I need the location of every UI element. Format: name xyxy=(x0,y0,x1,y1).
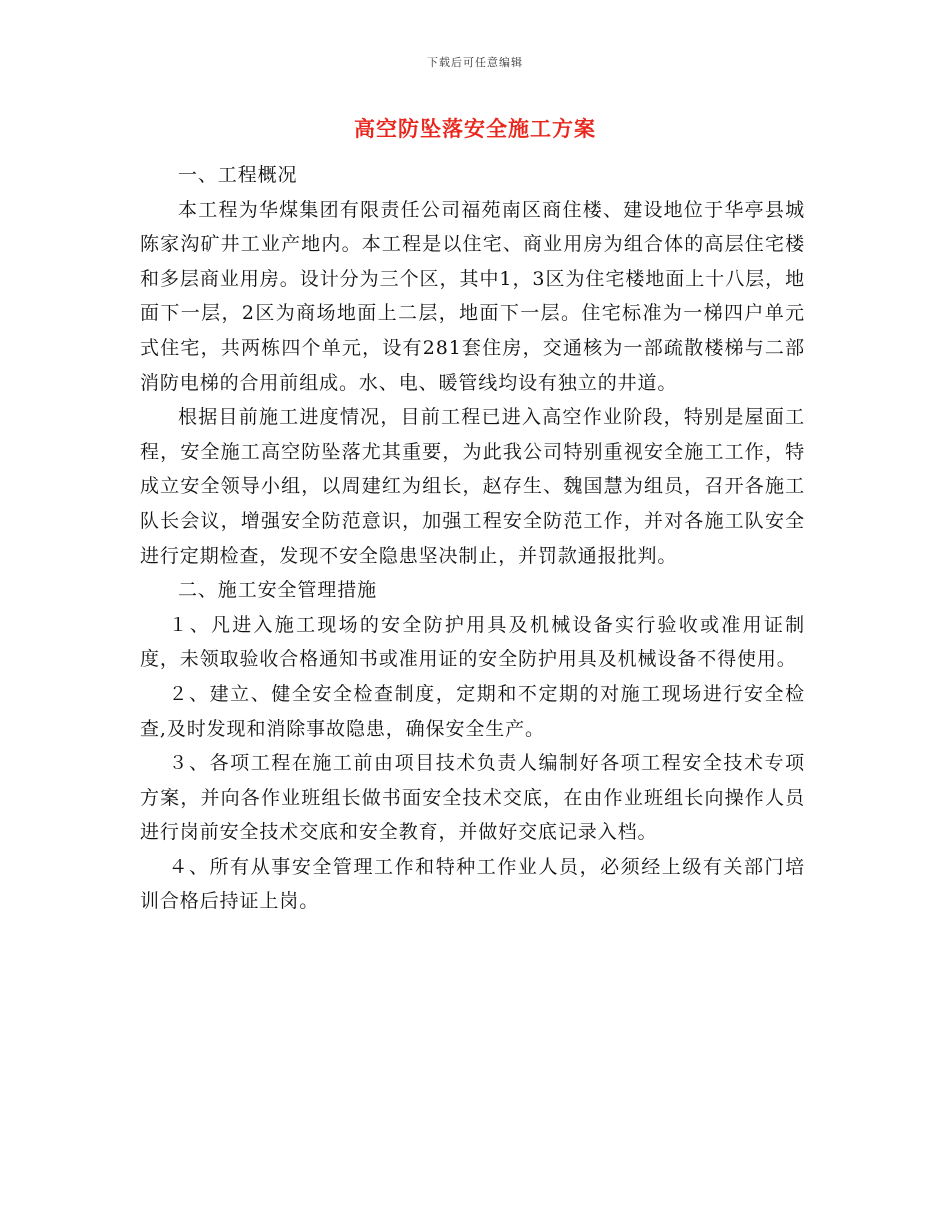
measure-item-4: ４、所有从事安全管理工作和特种工作业人员，必须经上级有关部门培训合格后持证上岗。 xyxy=(140,855,805,913)
paragraph-project-description: 本工程为华煤集团有限责任公司福苑南区商住楼、建设地位于华亭县城陈家沟矿井工业产地内。本工程是以住宅、商业用房为组合体的高层住宅楼和多层商业用房。设计分为三个区，其中1，3区为住宅楼地面上十八层，地面下一层，2区为商场地面上二层，地面下一层。住宅标准为一梯四户单元式住宅，共两栋四个单元，设有281套住房，交通核为一部疏散楼梯与二部消防电梯的合用前组成。水、电、暖管线均设有独立的井道。 xyxy=(140,198,805,394)
document-body xyxy=(140,158,805,919)
section-heading-overview: 一、工程概况 xyxy=(178,164,298,186)
paragraph-progress-status: 根据目前施工进度情况，目前工程已进入高空作业阶段，特别是屋面工程，安全施工高空防坠落尤其重要，为此我公司特别重视安全施工工作，特成立安全领导小组，以周建红为组长，赵存生、魏国慧为组员，召开各施工队长会议，增强安全防范意识，加强工程安全防范工作，并对各施工队安全进行定期检查，发现不安全隐患坚决制止，并罚款通报批判。 xyxy=(140,406,805,567)
section-heading-safety-measures: 二、施工安全管理措施 xyxy=(178,579,378,602)
measure-item-3: ３、各项工程在施工前由项目技术负责人编制好各项工程安全技术专项方案，并向各作业班组长做书面安全技术交底，在由作业班组长向操作人员进行岗前安全技术交底和安全教育，并做好交底记录入档。 xyxy=(140,752,805,844)
document-title: 高空防坠落安全施工方案 xyxy=(354,116,596,141)
header-note: 下载后可任意编辑 xyxy=(427,56,523,69)
measure-item-2: ２、建立、健全安全检查制度，定期和不定期的对施工现场进行安全检查,及时发现和消除事故隐患，确保安全生产。 xyxy=(140,682,805,740)
measure-item-1: １、凡进入施工现场的安全防护用具及机械设备实行验收或准用证制度，未领取验收合格通知书或准用证的安全防护用具及机械设备不得使用。 xyxy=(140,613,805,671)
